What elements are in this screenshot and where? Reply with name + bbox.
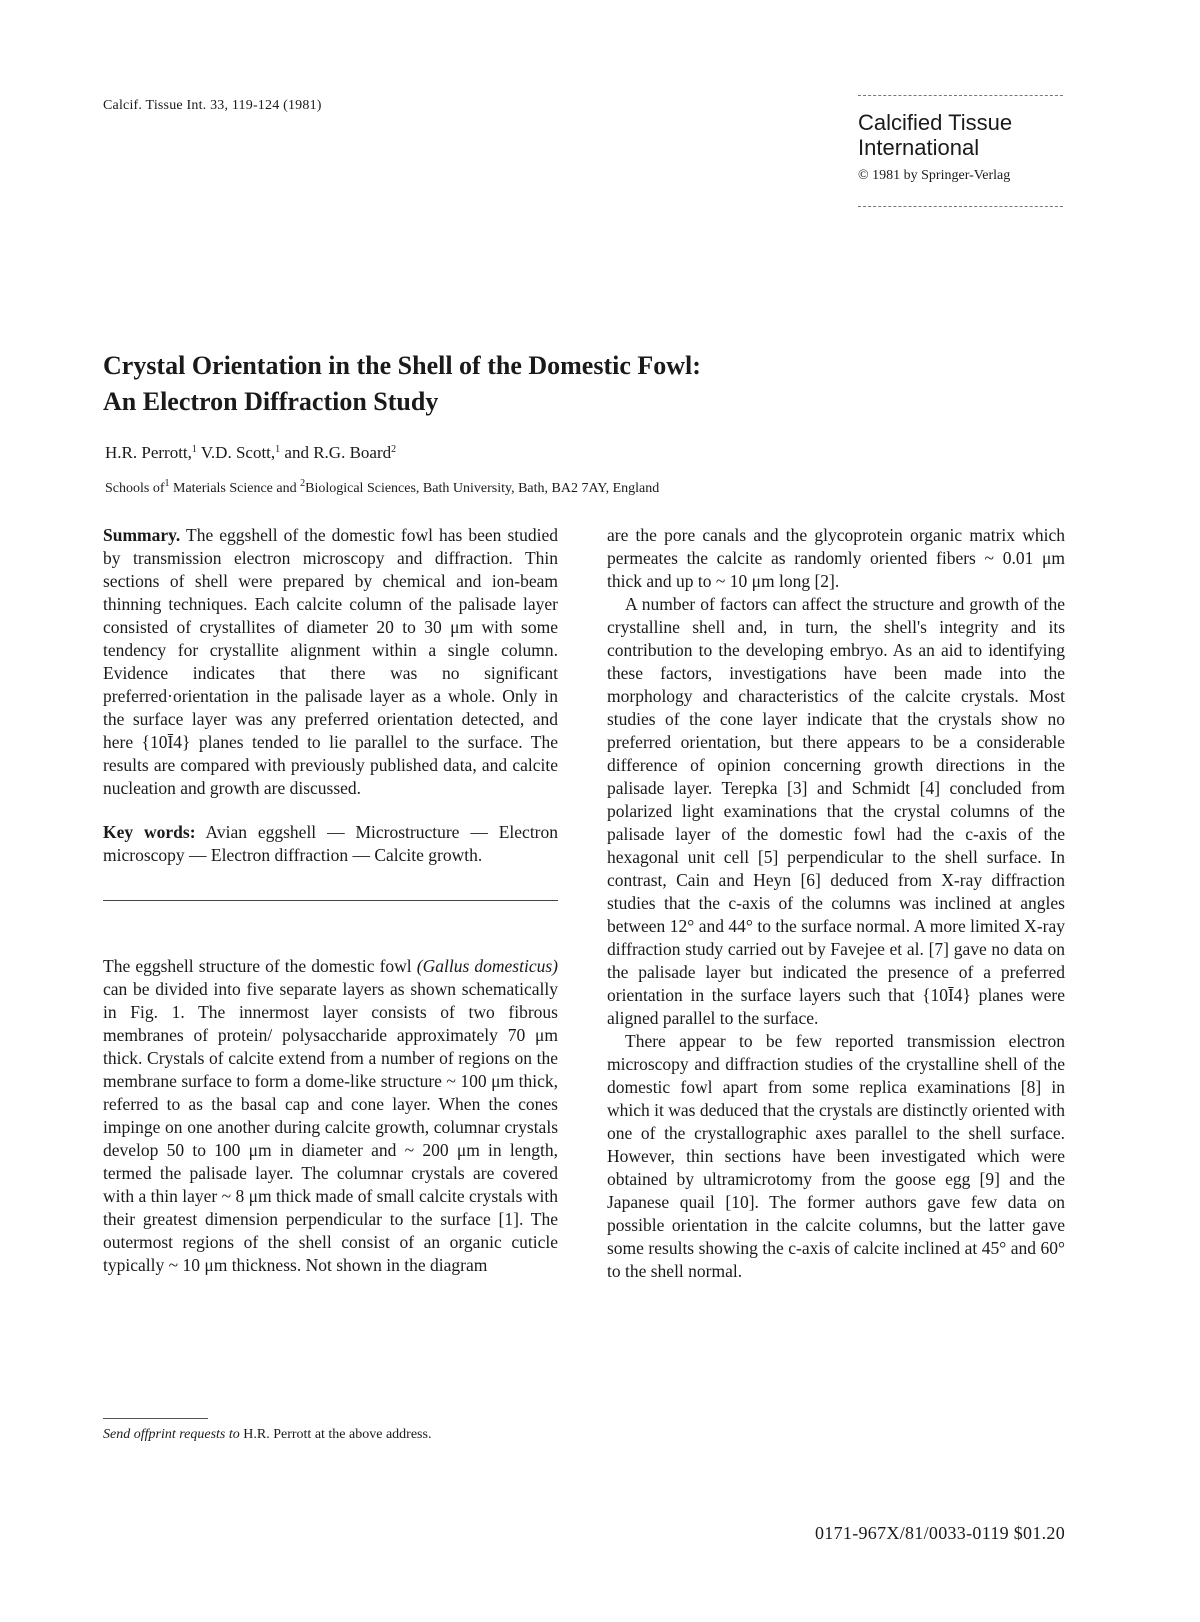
summary-paragraph	[103, 524, 558, 800]
author-affiliation-mark: 1	[191, 444, 197, 455]
affiliation-prefix: Schools of	[105, 481, 165, 496]
section-divider	[103, 900, 558, 901]
body-paragraph: are the pore canals and the glycoprotein organic matrix which permeates the calcite as randomly oriented fibers ~ 0.01 μm thick and up to ~ 10 μm long [2].	[607, 525, 1065, 591]
author-affiliation-mark: 2	[391, 444, 397, 455]
intro-text: The eggshell structure of the domestic fowl	[103, 956, 417, 976]
copyright: © 1981 by Springer-Verlag	[858, 168, 1011, 183]
body-paragraph: There appear to be few reported transmission electron microscopy and diffraction studies of the crystalline shell of the domestic fowl apart from some replica examinations [8] in which it was deduced that the crystals are distinctly oriented with one of the crystallographic axes parallel to the shell surface. However, thin sections have been investigated which were obtained by ultramicrotomy from the goose egg [9] and the Japanese quail [10]. The former authors gave few data on possible orientation in the calcite columns, but the latter gave some results showing the c-axis of calcite inclined at 45° and 60° to the shell normal.	[607, 1031, 1065, 1281]
footnote-italic: Send offprint requests to	[103, 1427, 240, 1442]
article-code: 0171-967X/81/0033-0119 $01.20	[815, 1523, 1066, 1543]
author-name: and R.G. Board	[284, 443, 392, 462]
footnote	[103, 1427, 431, 1443]
affiliation-text: Biological Sciences, Bath University, Bath, BA2 7AY, England	[305, 481, 660, 496]
affiliations	[105, 478, 660, 497]
footnote-text: H.R. Perrott at the above address.	[239, 1427, 432, 1442]
journal-name-line2: International	[858, 135, 980, 160]
title-line-2: An Electron Diffraction Study	[103, 387, 439, 416]
summary-label: Summary.	[103, 525, 181, 545]
article-title	[103, 348, 863, 420]
intro-paragraph	[103, 955, 558, 1277]
body-paragraph: A number of factors can affect the structure and growth of the crystalline shell and, in turn, the shell's integrity and its contribution to the developing embryo. As an aid to identifying these factors, investigations have been made into the morphology and characteristics of the calcite crystals. Most studies of the cone layer indicate that the crystals show no preferred orientation, but there appears to be a considerable difference of opinion concerning growth directions in the palisade layer. Terepka [3] and Schmidt [4] concluded from polarized light examinations that the crystal columns of the palisade layer of the domestic fowl had the c-axis of the hexagonal unit cell [5] perpendicular to the shell surface. In contrast, Cain and Heyn [6] deduced from X-ray diffraction studies that the c-axis of the columns was inclined at angles between 12° and 44° to the surface normal. A more limited X-ray diffraction study carried out by Favejee et al. [7] gave no data on the palisade layer but indicated the presence of a preferred orientation in the surface layers such that {10Ī4} planes were aligned parallel to the surface.	[607, 594, 1065, 1028]
author-affiliation-mark: 1	[275, 444, 281, 455]
journal-name-line1: Calcified Tissue	[858, 110, 1013, 135]
summary-text: The eggshell of the domestic fowl has been studied by transmission electron microscopy and diffraction. Thin sections of shell were prepared by chemical and ion-beam thinning techniques. Each calcite column of the palisade layer consisted of crystallites of diameter 20 to 30 μm with some tendency for crystallite alignment within a single column. Evidence indicates that there was no significant preferred·orientation in the palisade layer as a whole. Only in the surface layer was any preferred orientation detected, and here {10Ī4} planes tended to lie parallel to the surface. The results are compared with previously published data, and calcite nucleation and growth are discussed.	[103, 525, 558, 798]
intro-text: can be divided into five separate layers as shown schematically in Fig. 1. The innermost layer consists of two fibrous membranes of protein/ polysaccharide approximately 70 μm thick. Crystals of calcite extend from a number of regions on the membrane surface to form a dome-like structure ~ 100 μm thick, referred to as the basal cap and cone layer. When the cones impinge on one another during calcite growth, columnar crystals develop 50 to 100 μm in diameter and ~ 200 μm in length, termed the palisade layer. The columnar crystals are covered with a thin layer ~ 8 μm thick made of small calcite crystals with their greatest dimension perpendicular to the surface [1]. The outermost regions of the shell consist of an organic cuticle typically ~ 10 μm thickness. Not shown in the diagram	[103, 979, 558, 1275]
keywords-text: Avian eggshell — Microstructure — Electron microscopy — Electron diffraction — Calcite growth.	[103, 822, 559, 865]
publisher-box	[858, 95, 1063, 207]
affiliation-text: Materials Science and	[169, 481, 301, 496]
author-list	[105, 443, 396, 463]
author-name: V.D. Scott,	[200, 443, 276, 462]
keywords-paragraph	[103, 821, 558, 867]
affiliation-mark: 1	[164, 478, 170, 489]
journal-reference: Calcif. Tissue Int. 33, 119-124 (1981)	[103, 98, 322, 113]
title-line-1: Crystal Orientation in the Shell of the Domestic Fowl:	[103, 351, 701, 380]
author-name: H.R. Perrott,	[105, 443, 192, 462]
affiliation-mark: 2	[300, 478, 306, 489]
species-name: (Gallus domesticus)	[416, 956, 558, 976]
left-column	[103, 524, 558, 1277]
right-column	[607, 524, 1065, 1283]
keywords-label: Key words:	[103, 822, 196, 842]
footnote-divider	[103, 1418, 208, 1419]
